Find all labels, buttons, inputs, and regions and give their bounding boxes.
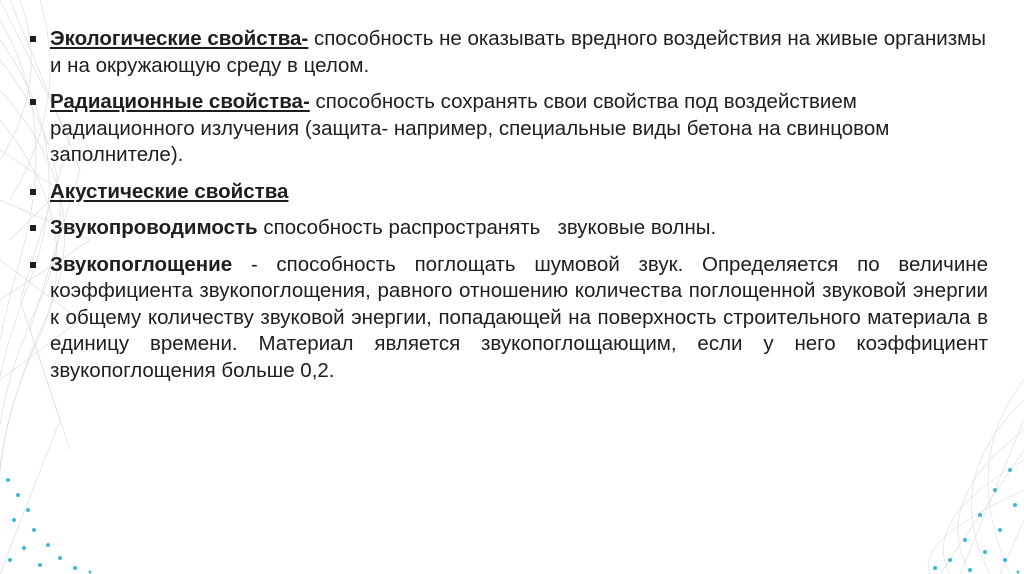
square-bullet-icon <box>30 189 36 195</box>
list-item-ecological <box>28 26 988 79</box>
term-ecological: Экологические свойства- <box>50 27 309 50</box>
definition-radiation: способность сохранять свои свойства под воздействием радиационного излучения (защита- например, специальные виды бетона на свинцовом заполнителе). <box>50 90 890 166</box>
definition-sound-conductivity: способность распространять звуковые волны. <box>257 216 717 239</box>
list-item-acoustic <box>28 179 988 206</box>
content-list <box>28 26 988 394</box>
list-item-sound-absorption <box>28 252 988 385</box>
list-item-sound-conductivity <box>28 215 988 242</box>
term-acoustic: Акустические свойства <box>50 179 289 203</box>
term-sound-absorption: Звукопоглощение <box>50 252 233 276</box>
square-bullet-icon <box>30 262 36 268</box>
right-mesh-decoration <box>928 380 1024 574</box>
definition-sound-absorption: - способность поглощать шумовой звук. Определяется по величине коэффициента звукопоглощения, равного отношению количества поглощенной звуковой энергии к общему количеству звуковой энергии, попадающей на поверхность строительного материала в единицу времени. Материал является звукопоглощающим, если у него коэффициент звукопоглощения больше 0,2. <box>50 252 988 382</box>
list-item-radiation <box>28 89 988 169</box>
square-bullet-icon <box>30 36 36 42</box>
definition-ecological: способность не оказывать вредного воздействия на живые организмы и на окружающую среду в целом. <box>50 27 986 77</box>
term-sound-conductivity: Звукопроводимость <box>50 216 258 239</box>
square-bullet-icon <box>30 99 36 105</box>
square-bullet-icon <box>30 225 36 231</box>
term-radiation: Радиационные свойства- <box>50 90 310 113</box>
